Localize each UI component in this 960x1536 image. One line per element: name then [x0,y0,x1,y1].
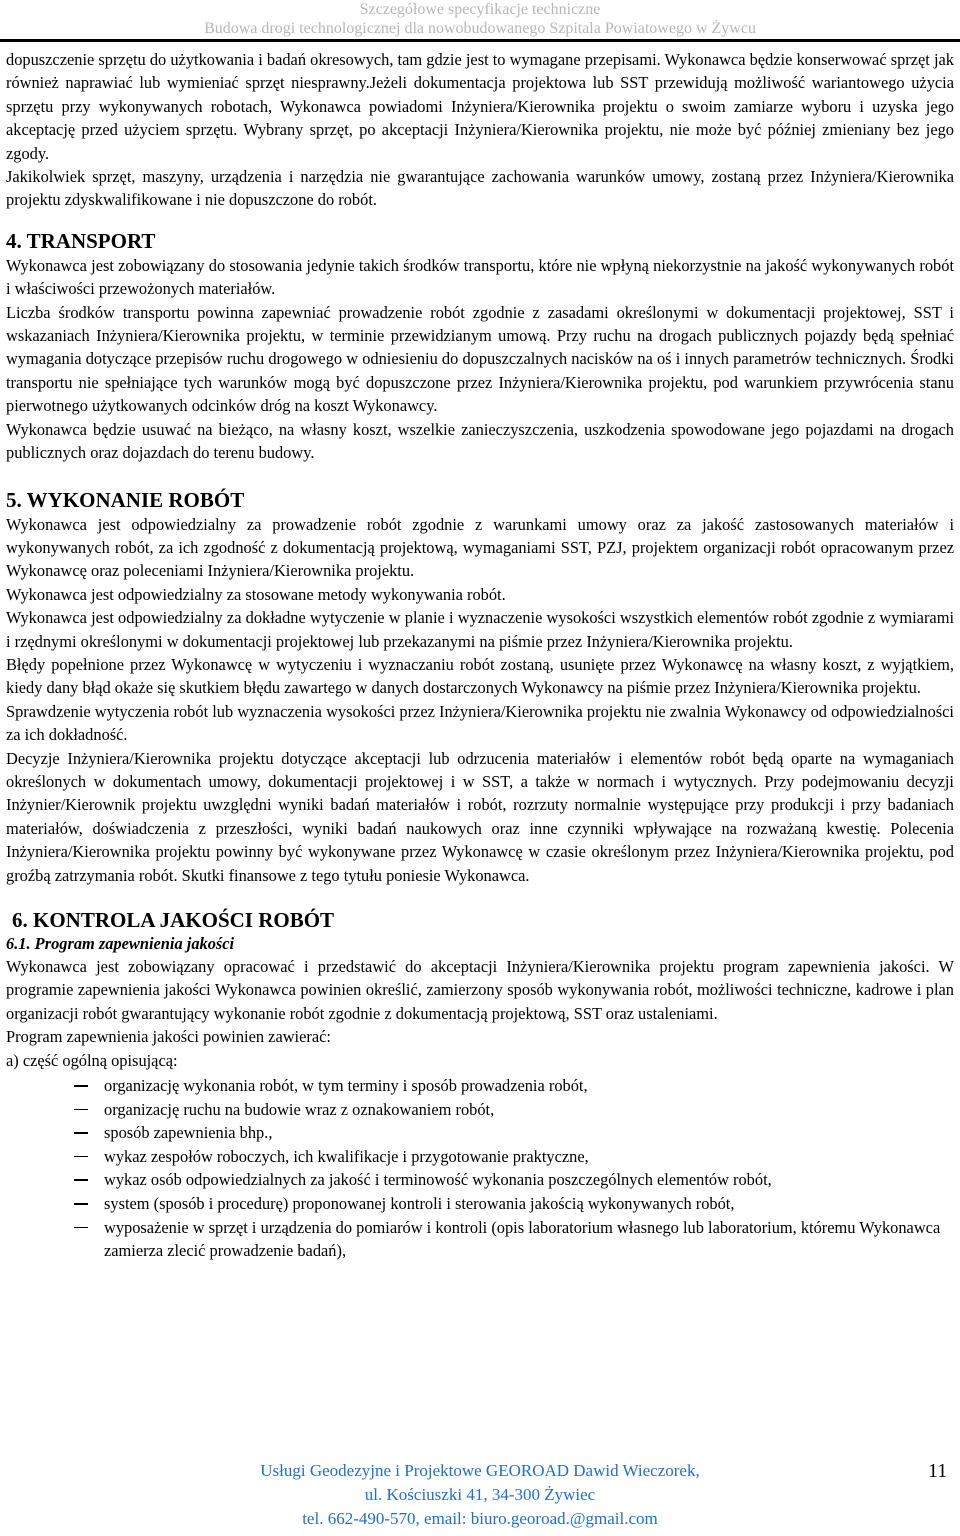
list-item: sposób zapewnienia bhp., [104,1121,954,1145]
section-heading-kontrola: 6. KONTROLA JAKOŚCI ROBÓT [12,908,335,932]
section-heading-transport: 4. TRANSPORT [6,228,156,253]
header-rule [0,39,960,42]
footer-address: ul. Kościuszki 41, 34-300 Żywiec [364,1485,596,1504]
intro-paragraph: dopuszczenie sprzętu do użytkowania i badań okresowych, tam gdzie jest to wymagane przepisami. Wykonawca będzie konserwować sprzęt jak również naprawiać lub wymieniać sprzęt niesprawny.Jeżeli dokumentacja projektowa lub SST przewidują możliwość wariantowego użycia sprzętu przy wykonywanych robotach, Wykonawca powiadomi Inżyniera/Kierownika projektu o swoim zamiarze wyboru i uzyska jego akceptację przed użyciem sprzętu. Wybrany sprzęt, po akceptacji Inżyniera/Kierownika projektu, nie może być później zmieniany bez jego zgody. [6,50,954,163]
footer-contact: tel. 662-490-570, email: biuro.georoad.@gmail.com [302,1509,658,1528]
intro-paragraph: Jakikolwiek sprzęt, maszyny, urządzenia i narzędzia nie gwarantujące zachowania warunków umowy, zostaną przez Inżyniera/Kierownika projektu zdyskwalifikowane i nie dopuszczone do robót. [6,167,954,210]
section6-paragraph: a) część ogólną opisującą: [6,1050,178,1070]
list-item: wykaz osób odpowiedzialnych za jakość i terminowość wykonania poszczególnych elementów robót, [104,1168,954,1192]
list-item: system (sposób i procedurę) proponowanej kontroli i sterowania jakością wykonywanych robót, [104,1192,954,1216]
section6-paragraph: Program zapewnienia jakości powinien zawierać: [6,1027,331,1047]
header-title: Szczegółowe specyfikacje techniczne [359,1,601,18]
section-heading-wykonanie: 5. WYKONANIE ROBÓT [6,487,245,512]
dash-bullet-icon [74,1227,88,1229]
document-body [6,48,954,1263]
dash-bullet-icon [74,1132,88,1134]
section6-paragraph: Wykonawca jest zobowiązany opracować i przedstawić do akceptacji Inżyniera/Kierownika projektu program zapewnienia jakości. W programie zapewnienia jakości Wykonawca powinien określić, zamierzony sposób wykonywania robót, możliwości techniczne, kadrowe i plan organizacji robót gwarantujący wykonanie robót zgodnie z dokumentacją projektową, SST oraz ustaleniami. [6,957,954,1023]
section5-paragraph: Wykonawca jest odpowiedzialny za stosowane metody wykonywania robót. [6,584,506,604]
section5-paragraph: Błędy popełnione przez Wykonawcę w wytyczeniu i wyznaczaniu robót zostaną, usunięte przez Wykonawcę na własny koszt, z wyjątkiem, kiedy dany błąd okaże się skutkiem błędu zawartego w danych dostarczonych Wykonawcy na piśmie przez Inżyniera/Kierownika projektu. [6,654,954,698]
list-item: wyposażenie w sprzęt i urządzenia do pomiarów i kontroli (opis laboratorium własnego lub laboratorium, któremu Wykonawca zamierza zlecić prowadzenie badań), [104,1216,954,1263]
dash-bullet-icon [74,1203,88,1205]
dash-bullet-icon [74,1156,88,1158]
list-item: organizację ruchu na budowie wraz z oznakowaniem robót, [104,1098,954,1122]
list-item: wykaz zespołów roboczych, ich kwalifikacje i przygotowanie praktyczne, [104,1145,954,1169]
section5-paragraph: Wykonawca jest odpowiedzialny za prowadzenie robót zgodnie z warunkami umowy oraz za jakość zastosowanych materiałów i wykonywanych robót, za ich zgodność z dokumentacją projektową, wymaganiami SST, PZJ, projektem organizacji robót opracowanym przez Wykonawcę oraz poleceniami Inżyniera/Kierownika projektu. [6,514,954,581]
header-subtitle: Budowa drogi technologicznej dla nowobudowanego Szpitala Powiatowego w Żywcu [204,20,756,37]
dash-bullet-icon [74,1085,88,1087]
subsection-heading: 6.1. Program zapewnienia jakości [6,934,235,953]
section5-paragraph: Sprawdzenie wytyczenia robót lub wyznaczenia wysokości przez Inżyniera/Kierownika projektu nie zwalnia Wykonawcy od odpowiedzialności za ich dokładność. [6,701,954,745]
page-footer [0,1460,960,1536]
section5-paragraph: Decyzje Inżyniera/Kierownika projektu dotyczące akceptacji lub odrzucenia materiałów i elementów robót będą oparte na wymaganiach określonych w dokumentach umowy, dokumentacji projektowej i w SST, a także w normach i wytycznych. Przy podejmowaniu decyzji Inżynier/Kierownik projektu uwzględni wyniki badań materiałów i robót, rozrzuty normalnie występujące przy produkcji i przy badaniach materiałów, doświadczenia z przeszłości, wyniki badań naukowych oraz inne czynniki wpływające na rozważaną kwestię. Polecenia Inżyniera/Kierownika projektu powinny być wykonywane przez Wykonawcę w czasie określonym przez Inżyniera/Kierownika projektu, pod groźbą zatrzymania robót. Skutki finansowe z tego tytułu poniesie Wykonawca. [6,748,954,885]
section4-paragraph: Wykonawca będzie usuwać na bieżąco, na własny koszt, wszelkie zanieczyszczenia, uszkodzenia spowodowane jego pojazdami na drogach publicznych oraz dojazdach do terenu budowy. [6,419,954,463]
dash-bullet-icon [74,1109,88,1111]
footer-company: Usługi Geodezyjne i Projektowe GEOROAD Dawid Wieczorek, [260,1461,700,1480]
dash-bullet-icon [74,1179,88,1181]
requirements-list [6,1074,954,1263]
section4-paragraph: Liczba środków transportu powinna zapewniać prowadzenie robót zgodnie z zasadami określonymi w dokumentacji projektowej, SST i wskazaniach Inżyniera/Kierownika projektu, w terminie przewidzianym umową. Przy ruchu na drogach publicznych pojazdy będą spełniać wymagania dotyczące przepisów ruchu drogowego w odniesieniu do dopuszczalnych nacisków na oś i innych parametrów technicznych. Środki transportu nie spełniające tych warunków mogą być dopuszczone przez Inżyniera/Kierownika projektu, pod warunkiem przywrócenia stanu pierwotnego użytkowanych odcinków dróg na koszt Wykonawcy. [6,302,954,416]
page-header [0,0,960,44]
section4-paragraph: Wykonawca jest zobowiązany do stosowania jedynie takich środków transportu, które nie wpłyną niekorzystnie na jakość wykonywanych robót i właściwości przewożonych materiałów. [6,255,954,299]
section5-paragraph: Wykonawca jest odpowiedzialny za dokładne wytyczenie w planie i wyznaczenie wysokości wszystkich elementów robót zgodnie z wymiarami i rzędnymi określonymi w dokumentacji projektowej lub przekazanymi na piśmie przez Inżyniera/Kierownika projektu. [6,608,954,651]
list-item: organizację wykonania robót, w tym terminy i sposób prowadzenia robót, [104,1074,954,1098]
page-number: 11 [928,1460,948,1482]
